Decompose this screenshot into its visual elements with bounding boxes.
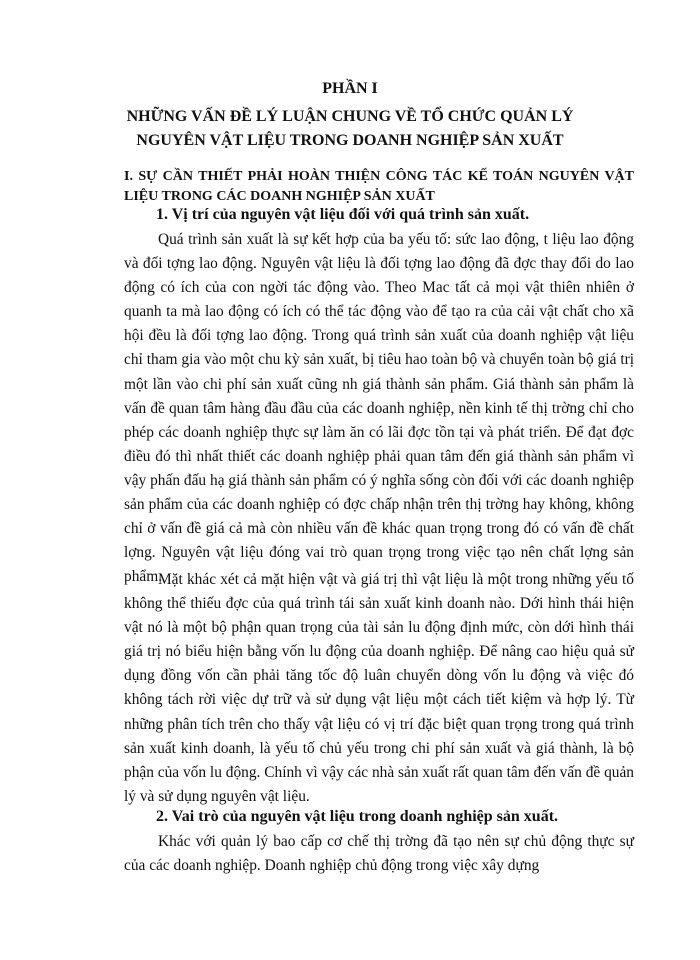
chapter-title-line-2: NGUYÊN VẬT LIỆU TRONG DOANH NGHIỆP SẢN XUẤT xyxy=(136,132,564,149)
chapter-title-line-1: NHỮNG VẤN ĐỀ LÝ LUẬN CHUNG VỀ TỔ CHỨC QUẢN LÝ xyxy=(126,108,574,125)
paragraph-1: Quá trình sản xuất là sự kết hợp của ba yếu tố: sức lao động, t liệu lao động và đối tợng lao động. Nguyên vật liệu là đối tợng lao động đã đợc thay đổi do lao động có ích của con ngời tác động vào. Theo Mac tất cả mọi vật thiên nhiên ở quanh ta mà lao động có ích có thể tác động vào để tạo ra của cải vật chất cho xã hội đều là đối tợng lao động. Trong quá trình sản xuất của doanh nghiệp vật liệu chỉ tham gia vào một chu kỳ sản xuất, bị tiêu hao toàn bộ và chuyển toàn bộ giá trị một lần vào chi phí sản xuất cũng nh giá thành sản phẩm. Giá thành sản phẩm là vấn đề quan tâm hàng đầu đầu của các doanh nghiệp, nền kinh tế thị trờng chỉ cho phép các doanh nghiệp thực sự làm ăn có lãi đợc tồn tại và phát triển. Để đạt đợc điều đó thì nhất thiết các doanh nghiệp phải quan tâm đến giá thành sản phẩm vì vậy phấn đấu hạ giá thành sản phẩm có ý nghĩa sống còn đối với các doanh nghiệp sản phẩm của các doanh nghiệp có đợc chấp nhận trên thị trờng hay không, không chỉ ở vấn đề giá cả mà còn nhiều vấn đề khác quan trọng trong đó có vấn đề chất lợng. Nguyên vật liệu đóng vai trò quan trọng trong việc tạo nên chất lợng sản phẩm. xyxy=(124,231,634,586)
part-title: PHẦN I xyxy=(322,80,378,97)
paragraph-2: Mặt khác xét cả mặt hiện vật và giá trị thì vật liệu là một trong những yếu tố không thể thiếu đợc của quá trình tái sản xuất kinh doanh nào. Dới hình thái hiện vật nó là một bộ phận quan trọng của tài sản lu động định mức, còn dới hình thái giá trị nó biểu hiện bằng vốn lu động của doanh nghiệp. Để nâng cao hiệu quả sử dụng đồng vốn cần phải tăng tốc độ luân chuyển dòng vốn lu động và việc đó không tách rời việc dự trữ và sử dụng vật liệu một cách tiết kiệm và hợp lý. Từ những phân tích trên cho thấy vật liệu có vị trí đặc biệt quan trọng trong quá trình sản xuất kinh doanh, là yếu tố chủ yếu trong chi phí sản xuất và giá thành, là bộ phận của vốn lu động. Chính vì vậy các nhà sản xuất rất quan tâm đến vấn đề quản lý và sử dụng nguyên vật liệu. xyxy=(124,571,634,805)
paragraph-3: Khác với quản lý bao cấp cơ chế thị trờng đã tạo nên sự chủ động thực sự của các doanh nghiệp. Doanh nghiệp chủ động trong việc xây dựng xyxy=(124,833,634,875)
subsection-2-heading: 2. Vai trò của nguyên vật liệu trong doanh nghiệp sản xuất. xyxy=(156,808,559,825)
subsection-1-heading: 1. Vị trí của nguyên vật liệu đối với quá trình sản xuất. xyxy=(156,206,530,223)
section-heading: I. SỰ CẦN THIẾT PHẢI HOÀN THIỆN CÔNG TÁC KẾ TOÁN NGUYÊN VẬT LIỆU TRONG CÁC DOANH NGHIỆP SẢN XUẤT xyxy=(124,169,634,204)
